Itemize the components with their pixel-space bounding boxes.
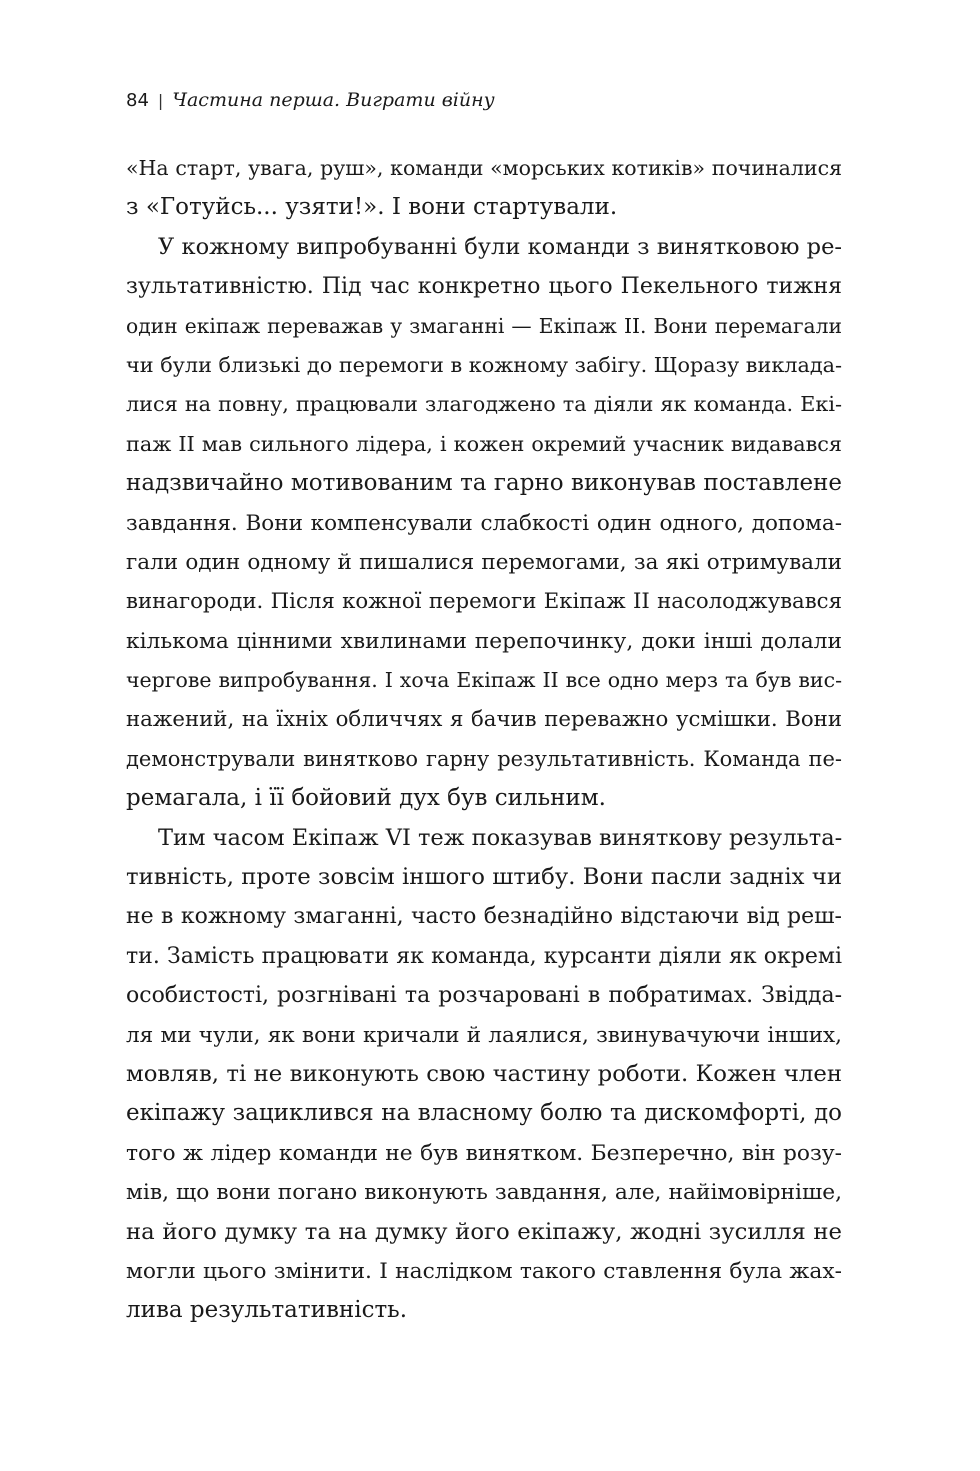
chapter-title: Частина перша. Виграти війну xyxy=(172,89,495,111)
text-line: паж ІІ мав сильного лідера, і кожен окремий учасник видавався xyxy=(126,431,842,456)
text-line: мовляв, ті не виконують свою частину роботи. Кожен член xyxy=(126,1060,842,1087)
text-line: чи були близькі до перемоги в кожному забігу. Щоразу виклада- xyxy=(126,352,842,377)
text-line: У кожному випробуванні були команди з винятковою ре- xyxy=(158,233,842,260)
running-head xyxy=(126,88,495,113)
text-line: «На старт, увага, руш», команди «морських котиків» починалися xyxy=(126,156,842,180)
text-line: тивність, проте зовсім іншого штибу. Вони пасли задніх чи xyxy=(126,864,842,891)
text-line: надзвичайно мотивованим та гарно виконував поставлене xyxy=(126,470,842,497)
body-text xyxy=(126,149,842,1331)
text-line: мів, що вони погано виконують завдання, але, найімовірніше, xyxy=(126,1180,842,1206)
text-line: ремагала, і її бойовий дух був сильним. xyxy=(126,785,606,812)
text-line: чергове випробування. І хоча Екіпаж ІІ все одно мерз та був вис- xyxy=(126,668,842,693)
text-line: один екіпаж переважав у змаганні — Екіпаж ІІ. Вони перемагали xyxy=(126,313,842,338)
header-separator: | xyxy=(157,91,164,110)
text-line: могли цього змінити. І наслідком такого ставлення була жах- xyxy=(126,1258,842,1284)
paragraph xyxy=(126,228,842,819)
text-line: з «Готуйсь... узяти!». І вони стартували. xyxy=(126,194,618,221)
text-line: кількома цінними хвилинами перепочинку, доки інші долали xyxy=(126,628,842,654)
text-line: не в кожному змаганні, часто безнадійно відстаючи від реш- xyxy=(126,904,842,930)
text-line: лива результативність. xyxy=(126,1297,408,1324)
text-line: особистості, розгнівані та розчаровані в побратимах. Звідда- xyxy=(126,983,842,1009)
text-line: нажений, на їхніх обличчях я бачив переважно усмішки. Вони xyxy=(126,707,842,733)
text-line: винагороди. Після кожної перемоги Екіпаж ІІ насолоджувався xyxy=(126,589,842,615)
text-line: зультативністю. Під час конкретно цього Пекельного тижня xyxy=(126,274,842,300)
text-line: завдання. Вони компенсували слабкості один одного, допома- xyxy=(126,510,842,536)
text-line: демонстрували винятково гарну результативність. Команда пе- xyxy=(126,746,842,771)
page-number: 84 xyxy=(126,90,149,111)
text-line: на його думку та на думку його екіпажу, жодні зусилля не xyxy=(126,1218,842,1245)
text-line: екіпажу зациклився на власному болю та дискомфорті, до xyxy=(126,1100,842,1127)
text-line: Тим часом Екіпаж VI теж показував виняткову результа- xyxy=(158,824,843,851)
text-line: того ж лідер команди не був винятком. Безперечно, він розу- xyxy=(126,1140,842,1166)
text-line: гали один одному й пишалися перемогами, за які отримували xyxy=(126,549,842,575)
text-line: лися на повну, працювали злагоджено та діяли як команда. Екі- xyxy=(126,392,842,417)
text-line: ля ми чули, як вони кричали й лаялися, звинувачуючи інших, xyxy=(126,1022,842,1048)
paragraph xyxy=(126,149,842,228)
text-line: ти. Замість працювати як команда, курсанти діяли як окремі xyxy=(126,943,842,969)
paragraph xyxy=(126,819,842,1331)
